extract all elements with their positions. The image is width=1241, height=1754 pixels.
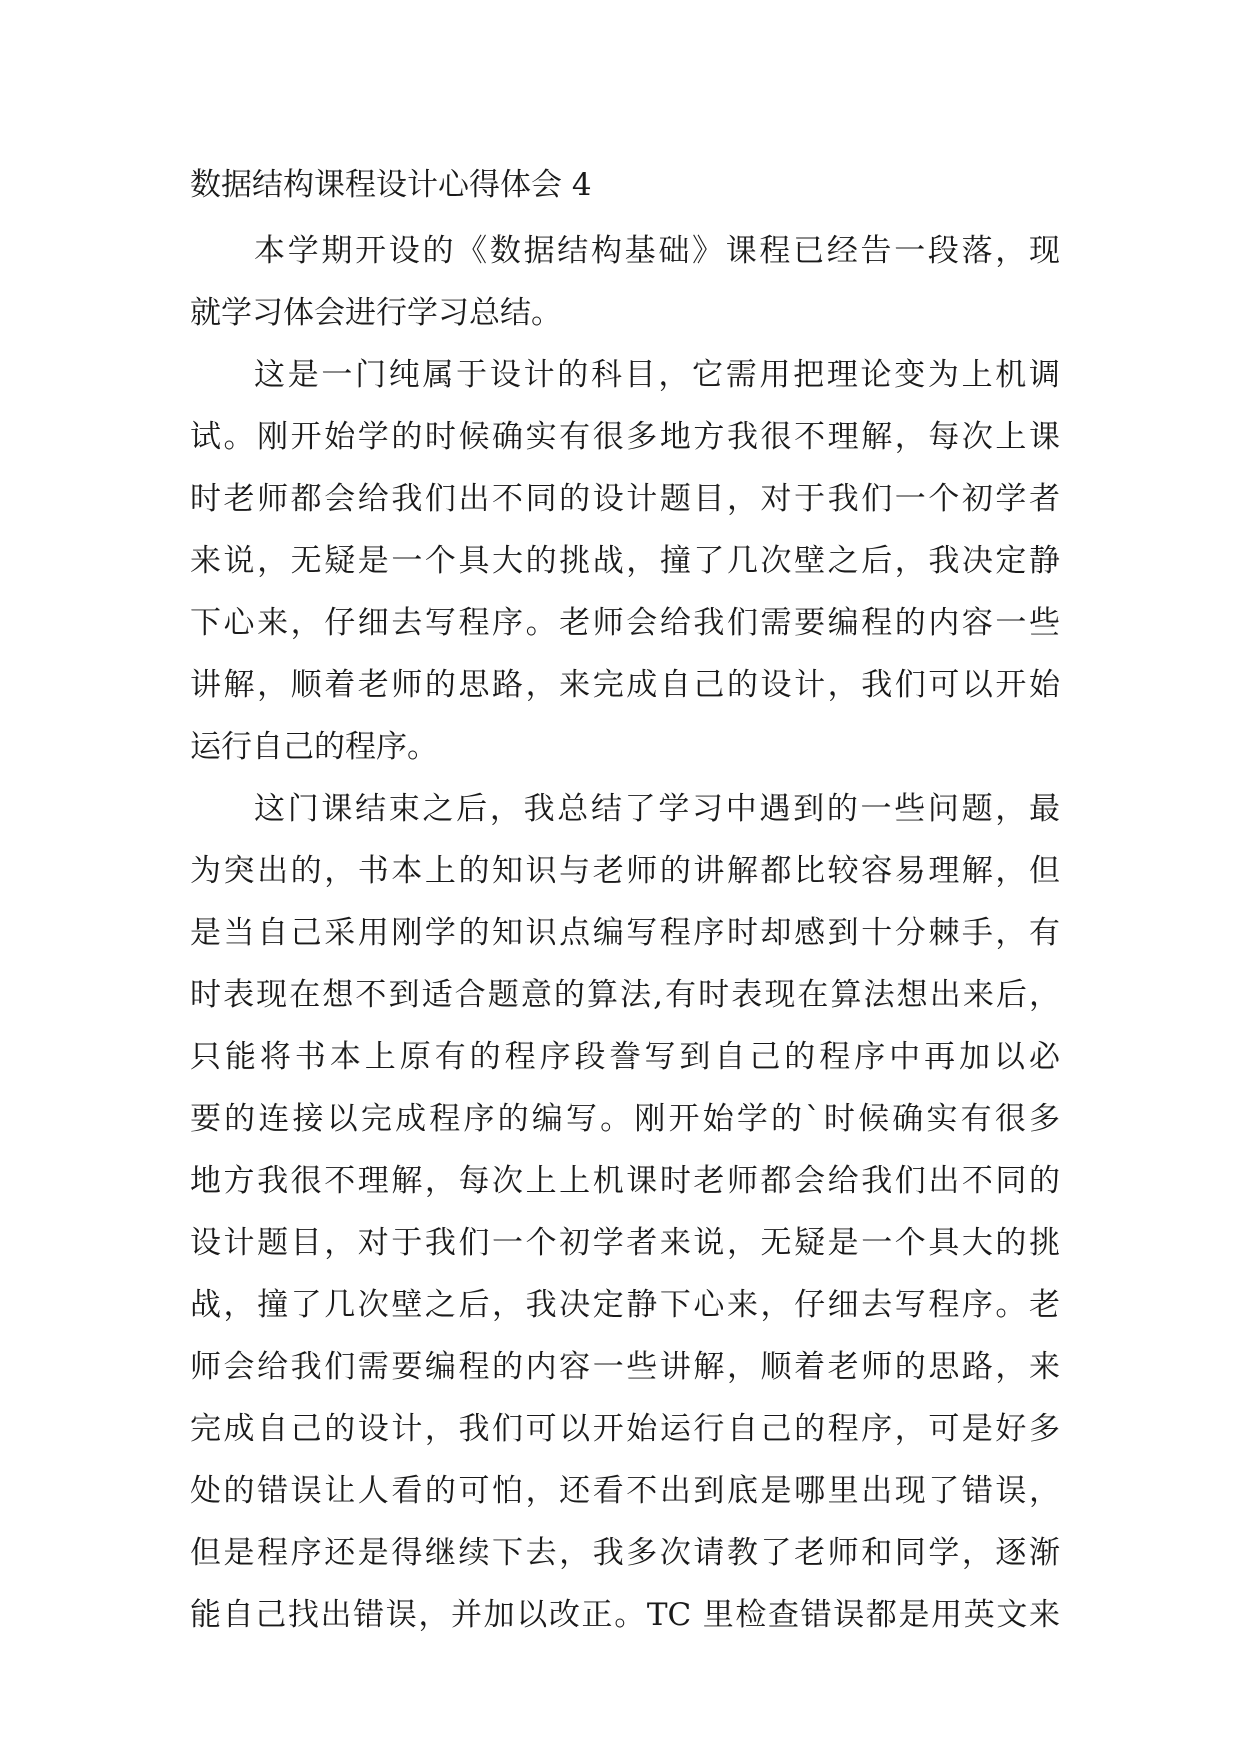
- document-title: 数据结构课程设计心得体会 4: [190, 167, 592, 203]
- text-line: 设计题目，对于我们一个初学者来说，无疑是一个具大的挑: [190, 1225, 1060, 1261]
- document-body: [190, 220, 1060, 1646]
- text-line: 讲解，顺着老师的思路，来完成自己的设计，我们可以开始: [190, 667, 1060, 703]
- text-line: 师会给我们需要编程的内容一些讲解，顺着老师的思路，来: [190, 1349, 1060, 1385]
- text-line: 完成自己的设计，我们可以开始运行自己的程序，可是好多: [190, 1411, 1060, 1447]
- text-line: 时表现在想不到适合题意的算法,有时表现在算法想出来后，: [190, 977, 1060, 1013]
- text-line: 就学习体会进行学习总结。: [190, 295, 562, 331]
- text-line: 这是一门纯属于设计的科目，它需用把理论变为上机调: [254, 357, 1060, 393]
- text-line: 本学期开设的《数据结构基础》课程已经告一段落，现: [254, 233, 1060, 269]
- text-line: 运行自己的程序。: [190, 729, 438, 765]
- text-line: 地方我很不理解，每次上上机课时老师都会给我们出不同的: [190, 1163, 1060, 1199]
- text-line: 是当自己采用刚学的知识点编写程序时却感到十分棘手，有: [190, 915, 1060, 951]
- text-line: 要的连接以完成程序的编写。刚开始学的`时候确实有很多: [190, 1101, 1060, 1137]
- text-line: 为突出的，书本上的知识与老师的讲解都比较容易理解，但: [190, 853, 1060, 889]
- paragraph-3: [190, 778, 1060, 1646]
- text-line: 时老师都会给我们出不同的设计题目，对于我们一个初学者: [190, 481, 1060, 517]
- text-line: 来说，无疑是一个具大的挑战，撞了几次壁之后，我决定静: [190, 543, 1060, 579]
- text-line: 能自己找出错误，并加以改正。TC 里检查错误都是用英文来: [190, 1597, 1060, 1633]
- paragraph-1: [190, 220, 1060, 344]
- text-line: 试。刚开始学的时候确实有很多地方我很不理解，每次上课: [190, 419, 1060, 455]
- text-line: 只能将书本上原有的程序段誊写到自己的程序中再加以必: [190, 1039, 1060, 1075]
- paragraph-2: [190, 344, 1060, 778]
- text-line: 战，撞了几次壁之后，我决定静下心来，仔细去写程序。老: [190, 1287, 1060, 1323]
- text-line: 但是程序还是得继续下去，我多次请教了老师和同学，逐渐: [190, 1535, 1060, 1571]
- text-line: 这门课结束之后，我总结了学习中遇到的一些问题，最: [254, 791, 1060, 827]
- text-line: 下心来，仔细去写程序。老师会给我们需要编程的内容一些: [190, 605, 1060, 641]
- text-line: 处的错误让人看的可怕，还看不出到底是哪里出现了错误，: [190, 1473, 1060, 1509]
